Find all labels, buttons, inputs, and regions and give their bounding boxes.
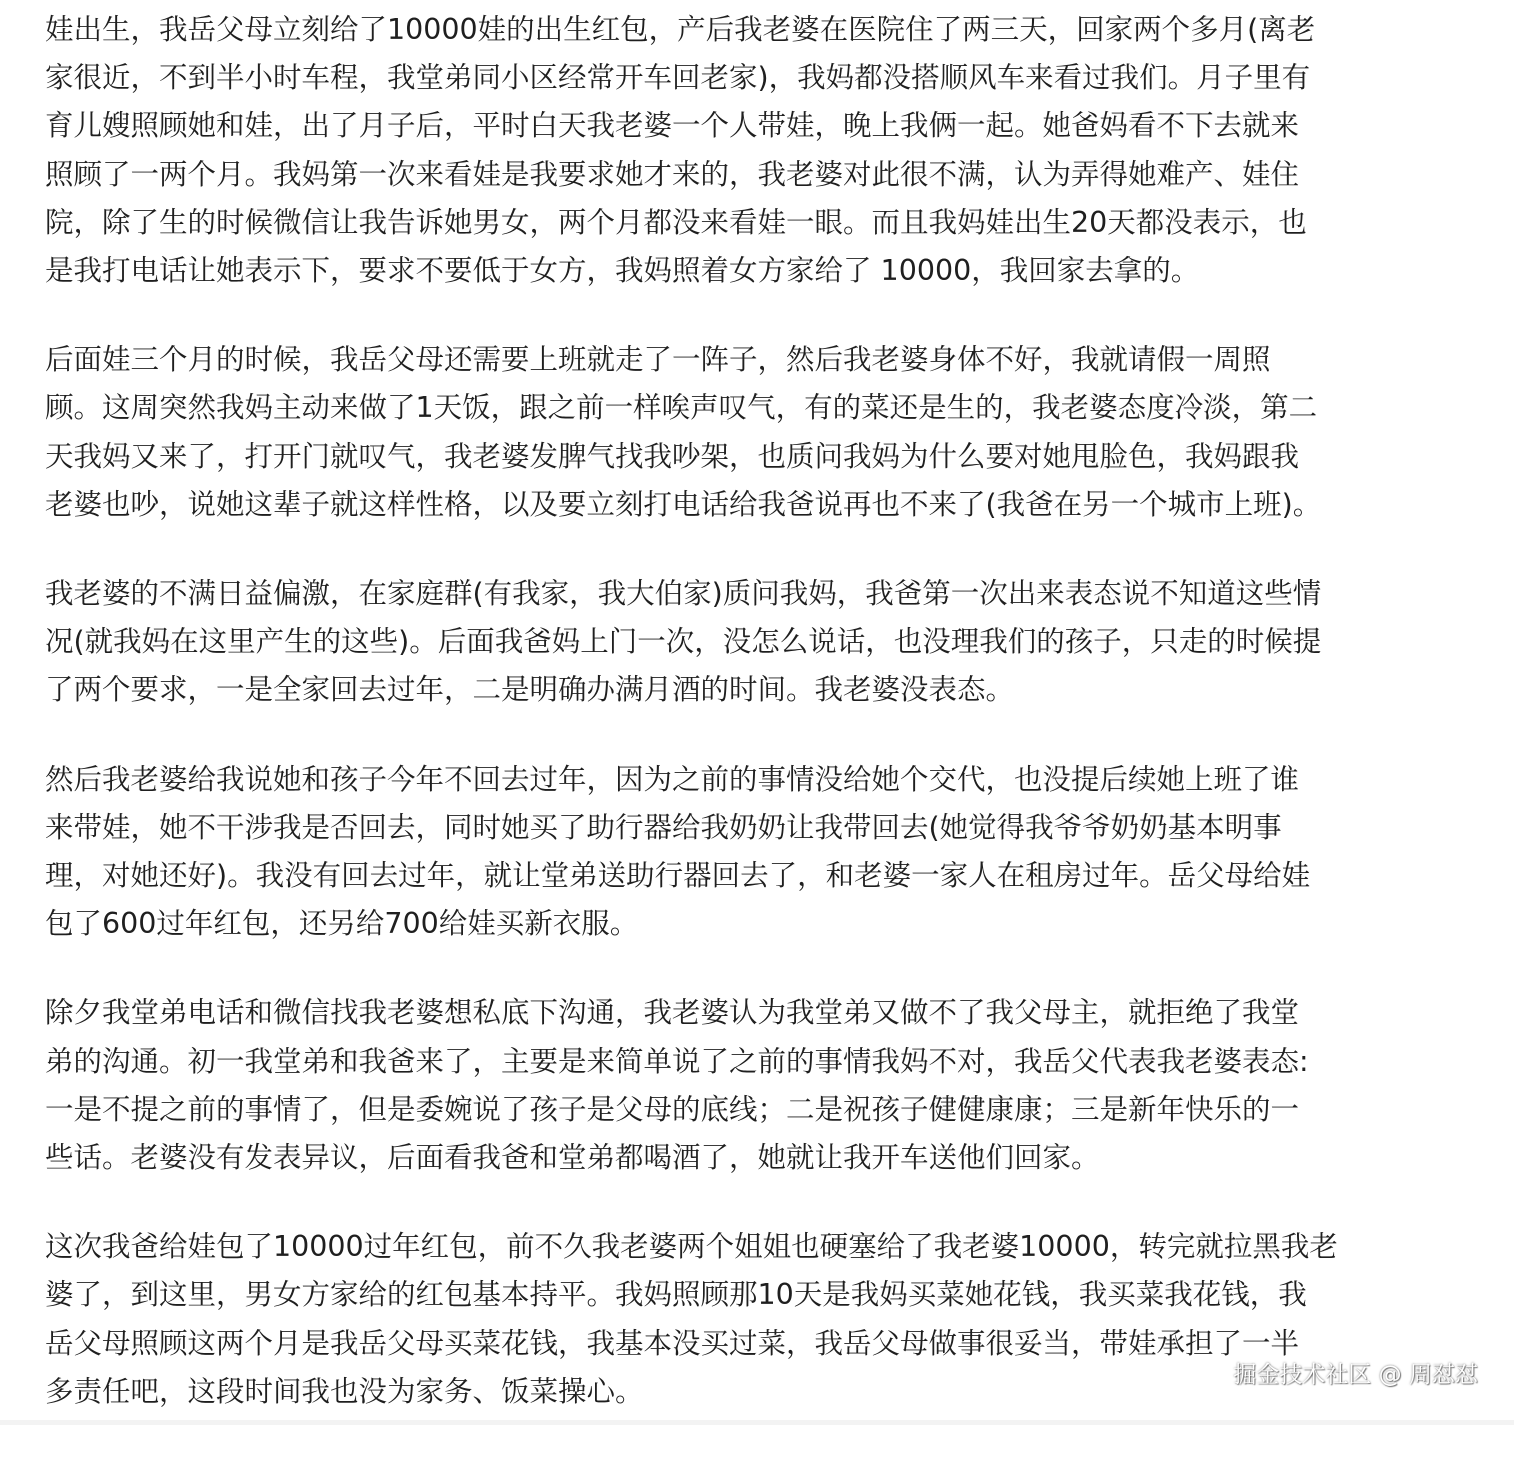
paragraph-line: 顾。这周突然我妈主动来做了1天饭，跟之前一样唉声叹气，有的菜还是生的，我老婆态度冷淡，第二 (45, 391, 1318, 425)
paragraph-line: 多责任吧，这段时间我也没为家务、饭菜操心。 (45, 1374, 644, 1408)
paragraph-line: 老婆也吵，说她这辈子就这样性格，以及要立刻打电话给我爸说再也不来了(我爸在另一个城市上班)。 (45, 487, 1322, 521)
article-paragraph (45, 756, 1395, 949)
paragraph-line: 娃出生，我岳父母立刻给了10000娃的出生红包，产后我老婆在医院住了两三天，回家两个多月(离老 (45, 13, 1316, 46)
paragraph-line: 来带娃，她不干涉我是否回去，同时她买了助行器给我奶奶让我带回去(她觉得我爷爷奶奶基本明事 (45, 810, 1282, 844)
paragraph-line: 况(就我妈在这里产生的这些)。后面我爸妈上门一次，没怎么说话，也没理我们的孩子，只走的时候提 (45, 625, 1322, 659)
article-body (45, 6, 1395, 1457)
paragraph-line: 育儿嫂照顾她和娃，出了月子后，平时白天我老婆一个人带娃，晚上我俩一起。她爸妈看不下去就来 (45, 109, 1300, 143)
paragraph-line: 一是不提之前的事情了，但是委婉说了孩子是父母的底线；二是祝孩子健健康康；三是新年快乐的一 (45, 1092, 1300, 1126)
paragraph-line: 了两个要求，一是全家回去过年，二是明确办满月酒的时间。我老婆没表态。 (45, 673, 1015, 707)
paragraph-line: 是我打电话让她表示下，要求不要低于女方，我妈照着女方家给了 10000，我回家去拿的。 (45, 254, 1200, 288)
paragraph-line: 婆了，到这里，男女方家给的红包基本持平。我妈照顾那10天是我妈买菜她花钱，我买菜我花钱，我 (45, 1278, 1307, 1312)
paragraph-line: 后面娃三个月的时候，我岳父母还需要上班就走了一阵子，然后我老婆身体不好，我就请假一周照 (45, 343, 1271, 377)
paragraph-line: 岳父母照顾这两个月是我岳父母买菜花钱，我基本没买过菜，我岳父母做事很妥当，带娃承担了一半 (45, 1326, 1300, 1360)
watermark: 掘金技术社区 @ 周怼怼 (1233, 1362, 1478, 1388)
page-bottom-divider (0, 1420, 1514, 1425)
paragraph-line: 包了600过年红包，还另给700给娃买新衣服。 (45, 907, 639, 941)
paragraph-line: 照顾了一两个月。我妈第一次来看娃是我要求她才来的，我老婆对此很不满，认为弄得她难产、娃住 (45, 157, 1300, 191)
paragraph-line: 然后我老婆给我说她和孩子今年不回去过年，因为之前的事情没给她个交代，也没提后续她上班了谁 (45, 762, 1300, 796)
paragraph-line: 些话。老婆没有发表异议，后面看我爸和堂弟都喝酒了，她就让我开车送他们回家。 (45, 1141, 1100, 1175)
article-paragraph (45, 989, 1395, 1182)
article-paragraph (45, 6, 1395, 295)
paragraph-line: 家很近，不到半小时车程，我堂弟同小区经常开车回老家)，我妈都没搭顺风车来看过我们。月子里有 (45, 61, 1311, 95)
article-paragraph (45, 1223, 1395, 1416)
paragraph-line: 我老婆的不满日益偏激，在家庭群(有我家，我大伯家)质问我妈，我爸第一次出来表态说不知道这些情 (45, 577, 1322, 611)
paragraph-line: 弟的沟通。初一我堂弟和我爸来了，主要是来简单说了之前的事情我妈不对，我岳父代表我老婆表态: (45, 1044, 1309, 1078)
article-paragraph (45, 336, 1395, 529)
article-paragraph (45, 570, 1395, 715)
paragraph-line: 院，除了生的时候微信让我告诉她男女，两个月都没来看娃一眼。而且我妈娃出生20天都没表示，也 (45, 205, 1307, 239)
paragraph-line: 理，对她还好)。我没有回去过年，就让堂弟送助行器回去了，和老婆一家人在租房过年。岳父母给娃 (45, 859, 1311, 893)
paragraph-line: 天我妈又来了，打开门就叹气，我老婆发脾气找我吵架，也质问我妈为什么要对她甩脸色，我妈跟我 (45, 439, 1300, 473)
paragraph-line: 这次我爸给娃包了10000过年红包，前不久我老婆两个姐姐也硬塞给了我老婆10000，转完就拉黑我老 (45, 1230, 1338, 1264)
paragraph-line: 除夕我堂弟电话和微信找我老婆想私底下沟通，我老婆认为我堂弟又做不了我父母主，就拒绝了我堂 (45, 996, 1300, 1030)
